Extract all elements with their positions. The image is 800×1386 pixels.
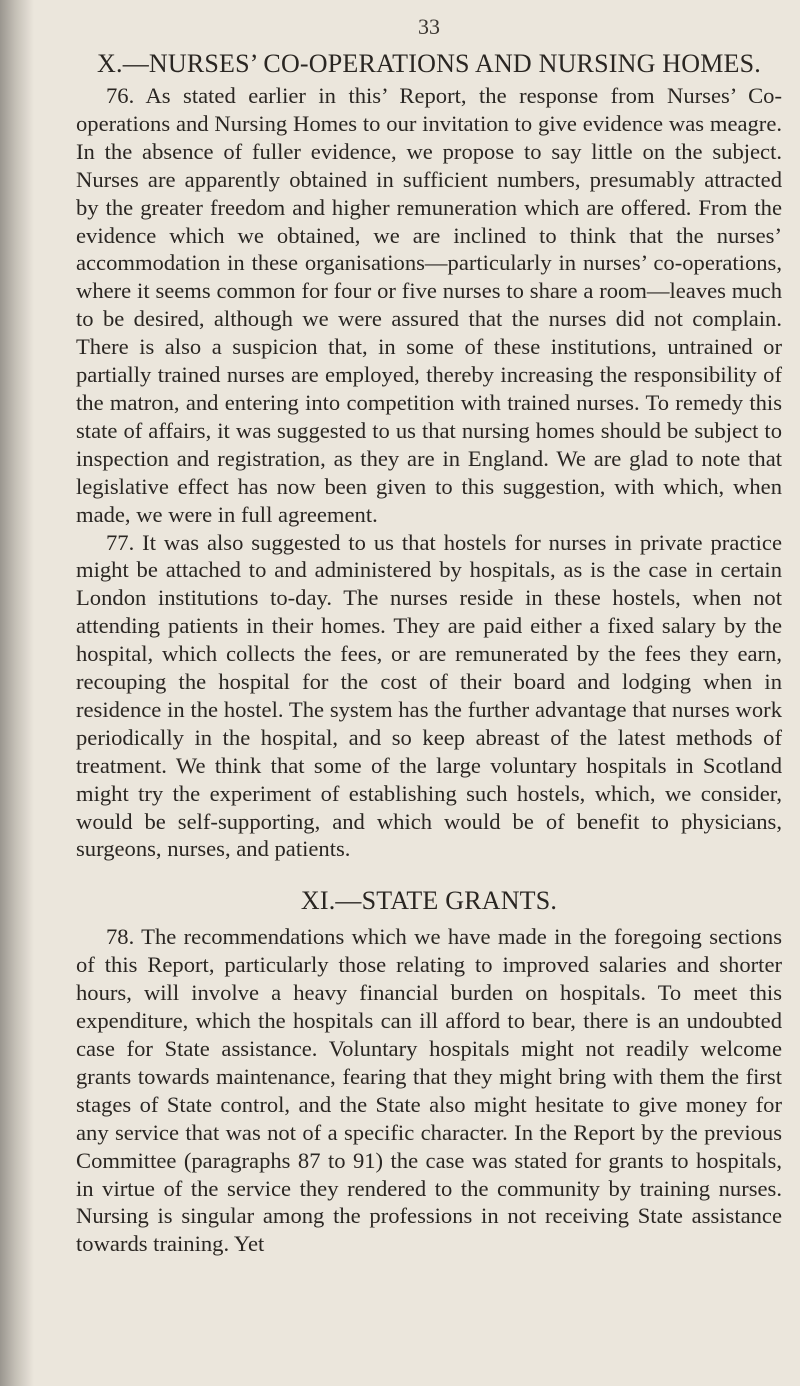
section-heading-state-grants: XI.—STATE GRANTS. <box>300 886 558 916</box>
paragraph-77: 77. It was also suggested to us that hostels for nurses in private practice might be attached to and administered by hospitals, as is the case in certain London institutions to-day. The nurses reside in these hostels, when not attending patients in their homes. They are paid either a fixed salary by the hospital, which collects the fees, or are remunerated by the fees they earn, recouping the hospital for the cost of their board and lodging when in residence in the hostel. The system has the further advantage that nurses work periodically in the hospital, and so keep abreast of the latest methods of treatment. We think that some of the large voluntary hospitals in Scotland might try the experiment of establishing such hostels, which, we consider, would be self-supporting, and which would be of benefit to physicians, surgeons, nurses, and patients. <box>76 529 782 862</box>
page-number: 33 <box>418 14 440 39</box>
paragraph-78: 78. The recommendations which we have made in the foregoing sections of this Report, particularly those relating to improved salaries and shorter hours, will involve a heavy financial burden on hospitals. To meet this expenditure, which the hospitals can ill afford to bear, there is an undoubted case for State assistance. Voluntary hospitals might not readily welcome grants towards maintenance, fearing that they might bring with them the first stages of State control, and the State also might hesitate to give money for any service that was not of a specific character. In the Report by the previous Committee (paragraphs 87 to 91) the case was stated for grants to hospitals, in virtue of the service they rendered to the community by training nurses. Nursing is singular among the professions in not receiving State assistance towards training. Yet <box>76 924 782 1257</box>
document-page <box>76 14 782 1258</box>
section-heading-nurses-co-operations: X.—NURSES’ CO-OPERATIONS AND NURSING HOMES. <box>97 49 761 78</box>
paragraph-76: 76. As stated earlier in this’ Report, the response from Nurses’ Co-operations and Nursing Homes to our invitation to give evidence was meagre. In the absence of fuller evidence, we propose to say little on the subject. Nurses are apparently obtained in sufficient numbers, presumably attracted by the greater freedom and higher remuneration which are offered. From the evidence which we obtained, we are inclined to think that the nurses’ accommodation in these organisations—particularly in nurses’ co-operations, where it seems common for four or five nurses to share a room—leaves much to be desired, although we were assured that the nurses did not complain. There is also a suspicion that, in some of these institutions, untrained or partially trained nurses are employed, thereby increasing the responsibility of the matron, and entering into competition with trained nurses. To remedy this state of affairs, it was suggested to us that nursing homes should be subject to inspection and registration, as they are in England. We are glad to note that legislative effect has now been given to this suggestion, with which, when made, we were in full agreement. <box>76 83 782 527</box>
page-edge-shadow <box>0 0 34 1386</box>
